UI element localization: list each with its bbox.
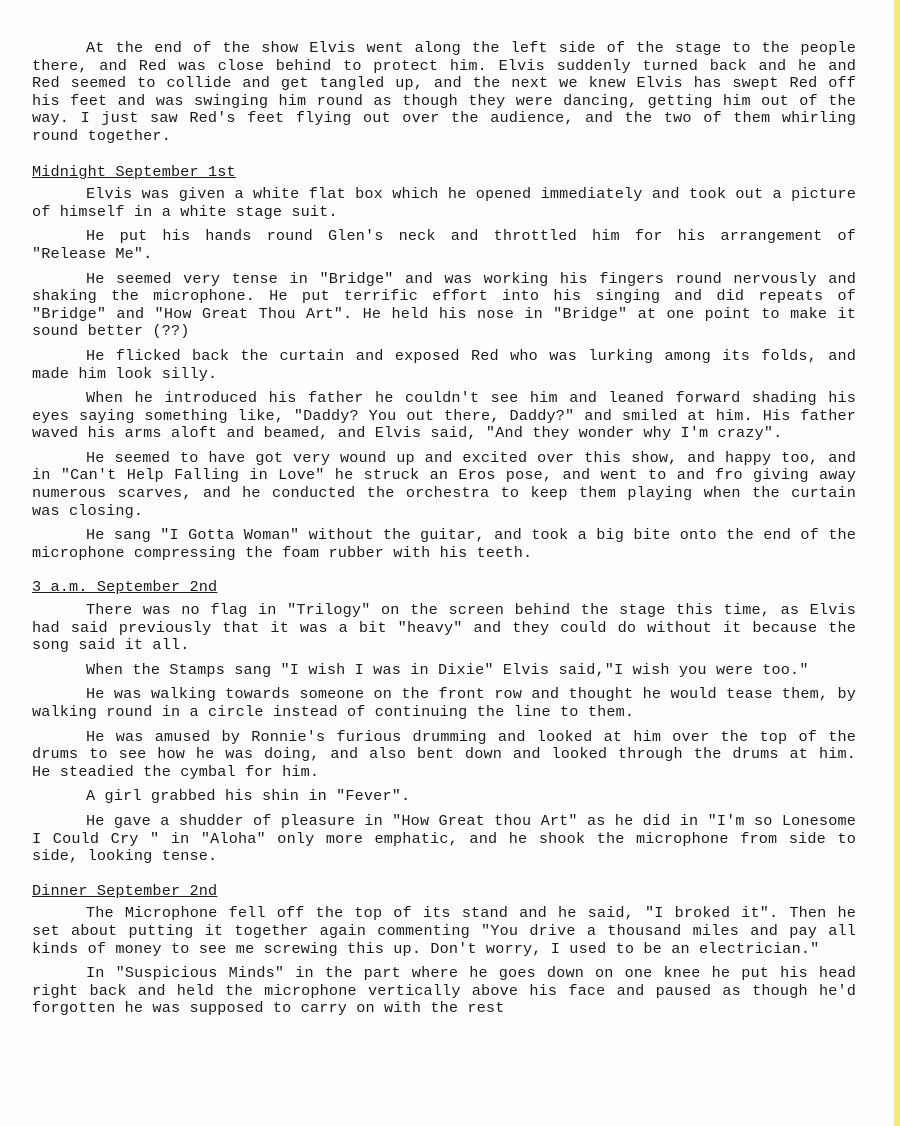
section-heading: Dinner September 2nd xyxy=(32,881,218,900)
paragraph: He was amused by Ronnie's furious drumming and looked at him over the top of the drums to see how he was doing, and also bent down and looked through the drums at him. He steadied the cymbal for him. xyxy=(32,727,856,781)
paragraph: He flicked back the curtain and exposed Red who was lurking among its folds, and made him look silly. xyxy=(32,346,856,383)
section-heading: Midnight September 1st xyxy=(32,162,236,181)
paragraph: He put his hands round Glen's neck and throttled him for his arrangement of "Release Me". xyxy=(32,227,856,263)
paragraph: He was walking towards someone on the front row and thought he would tease them, by walking round in a circle instead of continuing the line to them. xyxy=(32,685,856,721)
paper-edge xyxy=(894,0,900,1126)
paragraph: There was no flag in "Trilogy" on the screen behind the stage this time, as Elvis had said previously that it was a bit "heavy" and they could do without it because the song said it all. xyxy=(32,601,856,655)
paragraph: He gave a shudder of pleasure in "How Great thou Art" as he did in "I'm so Lonesome I Could Cry " in "Aloha" only more emphatic, and he shook the microphone from side to side, looking tense. xyxy=(32,811,856,866)
document-body xyxy=(32,40,856,1025)
paragraph: At the end of the show Elvis went along the left side of the stage to the people there, and Red was close behind to protect him. Elvis suddenly turned back and he and Red seemed to collide and get tangled up, and the next we knew Elvis has swept Red off his feet and was swinging him round as though they were dancing, getting him out of the way. I just saw Red's feet flying out over the audience, and the two of them whirling round together. xyxy=(32,39,856,145)
section-heading: 3 a.m. September 2nd xyxy=(32,578,218,597)
paragraph: Elvis was given a white flat box which he opened immediately and took out a picture of himself in a white stage suit. xyxy=(32,185,856,221)
paragraph: He seemed very tense in "Bridge" and was working his fingers round nervously and shaking the microphone. He put terrific effort into his singing and did repeats of "Bridge" and "How Great Thou Art". He held his nose in "Bridge" at one point to make it sound better (??) xyxy=(32,269,856,341)
paragraph: When the Stamps sang "I wish I was in Dixie" Elvis said,"I wish you were too." xyxy=(86,660,809,679)
paragraph: The Microphone fell off the top of its stand and he said, "I broked it". Then he set about putting it together again commenting "You drive a thousand miles and pay all kinds of money to see me screwing this up. Don't worry, I used to be an electrician." xyxy=(32,904,856,958)
paragraph: In "Suspicious Minds" in the part where he goes down on one knee he put his head right back and held the microphone vertically above his face and paused as though he'd forgotten he was supposed to carry on with the rest xyxy=(32,964,856,1018)
paragraph: He seemed to have got very wound up and excited over this show, and happy too, and in "Can't Help Falling in Love" he struck an Eros pose, and went to and fro giving away numerous scarves, and he conducted the orchestra to keep them playing when the curtain was closing. xyxy=(32,448,856,520)
paragraph: A girl grabbed his shin in "Fever". xyxy=(86,787,411,806)
paragraph: He sang "I Gotta Woman" without the guitar, and took a big bite onto the end of the microphone compressing the foam rubber with his teeth. xyxy=(32,526,856,562)
paragraph: When he introduced his father he couldn't see him and leaned forward shading his eyes saying something like, "Daddy? You out there, Daddy?" and smiled at him. His father waved his arms aloft and beamed, and Elvis said, "And they wonder why I'm crazy". xyxy=(32,389,856,443)
